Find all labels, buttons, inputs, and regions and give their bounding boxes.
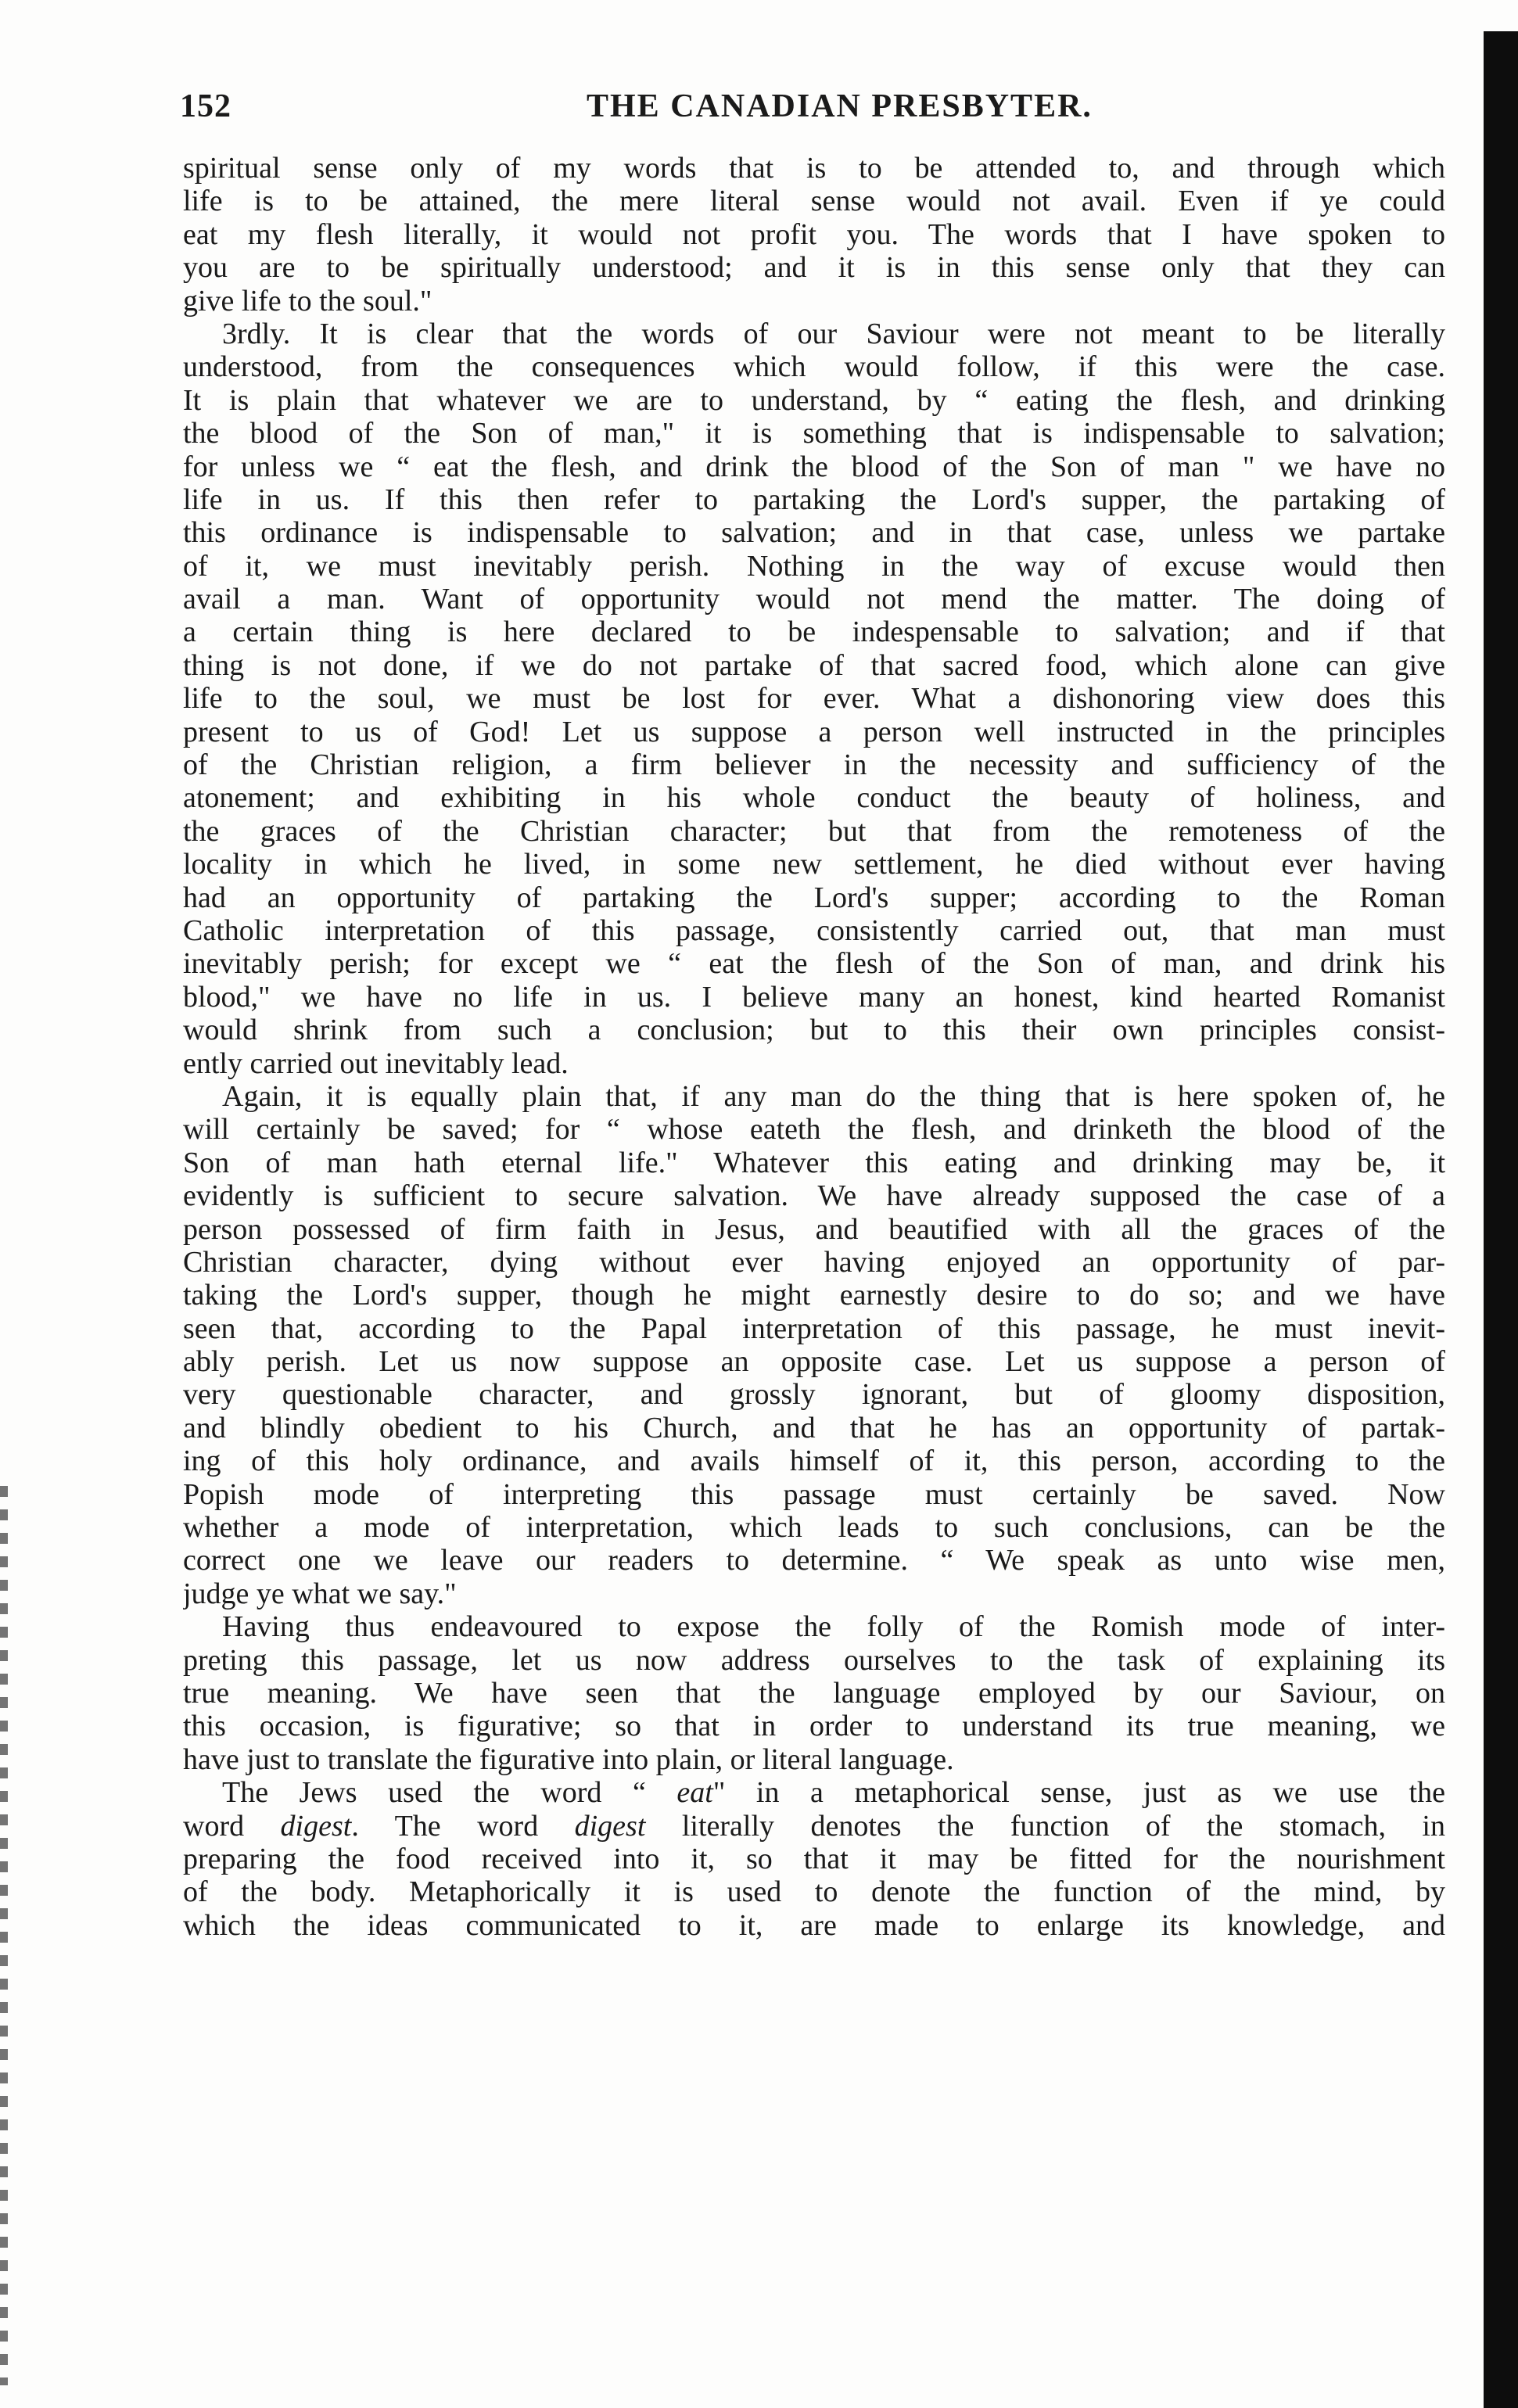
text-line: blood," we have no life in us. I believe many an honest, kind hearted Romanist bbox=[183, 980, 1445, 1014]
text-line: Christian character, dying without ever having enjoyed an opportunity of par- bbox=[183, 1245, 1445, 1279]
text-line: Son of man hath eternal life." Whatever this eating and drinking may be, it bbox=[183, 1146, 1445, 1179]
text-line: of it, we must inevitably perish. Nothing in the way of excuse would then bbox=[183, 549, 1445, 583]
text-line: inevitably perish; for except we “ eat the flesh of the Son of man, and drink his bbox=[183, 947, 1445, 981]
text-line: ently carried out inevitably lead. bbox=[183, 1046, 569, 1080]
text-line: a certain thing is here declared to be indespensable to salvation; and if that bbox=[183, 615, 1445, 649]
text-line: life in us. If this then refer to partaking the Lord's supper, the partaking of bbox=[183, 483, 1445, 516]
text-line: Catholic interpretation of this passage, consistently carried out, that man must bbox=[183, 913, 1445, 947]
text-line: eat my flesh literally, it would not profit you. The words that I have spoken to bbox=[183, 217, 1445, 251]
text-line: Again, it is equally plain that, if any man do the thing that is here spoken of, he bbox=[222, 1079, 1445, 1113]
text-line: and blindly obedient to his Church, and that he has an opportunity of partak- bbox=[183, 1411, 1445, 1444]
text-line: spiritual sense only of my words that is to be attended to, and through which bbox=[183, 152, 1445, 185]
text-line: had an opportunity of partaking the Lord's supper; according to the Roman bbox=[183, 881, 1445, 914]
text-line: very questionable character, and grossly ignorant, but of gloomy disposition, bbox=[183, 1378, 1445, 1412]
text-line: ing of this holy ordinance, and avails himself of it, this person, according to the bbox=[183, 1444, 1445, 1478]
text-line: preting this passage, let us now address ourselves to the task of explaining its bbox=[183, 1643, 1445, 1677]
page-number: 152 bbox=[180, 88, 231, 124]
left-margin-marks bbox=[0, 1486, 8, 2385]
text-line: locality in which he lived, in some new settlement, he died without ever having bbox=[183, 848, 1445, 881]
text-line: ably perish. Let us now suppose an opposite case. Let us suppose a person of bbox=[183, 1345, 1445, 1379]
text-line: have just to translate the figurative into plain, or literal language. bbox=[183, 1742, 954, 1776]
text-line: would shrink from such a conclusion; but to this their own principles consist- bbox=[183, 1014, 1445, 1047]
text-line: The Jews used the word “ eat" in a metaphorical sense, just as we use the bbox=[222, 1776, 1445, 1810]
text-line: atonement; and exhibiting in his whole conduct the beauty of holiness, and bbox=[183, 781, 1445, 815]
text-line: the blood of the Son of man," it is something that is indispensable to salvation; bbox=[183, 417, 1445, 450]
text-line: life is to be attained, the mere literal sense would not avail. Even if ye could bbox=[183, 185, 1445, 218]
text-line: Popish mode of interpreting this passage must certainly be saved. Now bbox=[183, 1477, 1445, 1511]
text-line: 3rdly. It is clear that the words of our Saviour were not meant to be literally bbox=[222, 317, 1445, 350]
text-line: It is plain that whatever we are to understand, by “ eating the flesh, and drinking bbox=[183, 383, 1445, 417]
running-head: THE CANADIAN PRESBYTER. bbox=[587, 88, 1093, 124]
text-line: for unless we “ eat the flesh, and drink the blood of the Son of man " we have no bbox=[183, 450, 1445, 483]
text-line: evidently is sufficient to secure salvation. We have already supposed the case of a bbox=[183, 1179, 1445, 1213]
text-line: judge ye what we say." bbox=[183, 1577, 457, 1610]
text-line: avail a man. Want of opportunity would not mend the matter. The doing of bbox=[183, 583, 1445, 616]
text-line: Having thus endeavoured to expose the folly of the Romish mode of inter- bbox=[222, 1610, 1445, 1644]
text-line: word digest. The word digest literally denotes the function of the stomach, in bbox=[183, 1809, 1445, 1843]
page-header bbox=[180, 88, 1447, 135]
text-line: you are to be spiritually understood; and it is in this sense only that they can bbox=[183, 251, 1445, 285]
text-line: of the body. Metaphorically it is used to denote the function of the mind, by bbox=[183, 1875, 1445, 1909]
text-line: which the ideas communicated to it, are made to enlarge its knowledge, and bbox=[183, 1908, 1445, 1942]
text-line: thing is not done, if we do not partake of that sacred food, which alone can give bbox=[183, 648, 1445, 682]
text-line: this occasion, is figurative; so that in order to understand its true meaning, we bbox=[183, 1710, 1445, 1743]
text-line: seen that, according to the Papal interpretation of this passage, he must inevit- bbox=[183, 1312, 1445, 1345]
text-line: correct one we leave our readers to determine. “ We speak as unto wise men, bbox=[183, 1544, 1445, 1577]
text-line: taking the Lord's supper, though he might earnestly desire to do so; and we have bbox=[183, 1279, 1445, 1312]
text-line: preparing the food received into it, so that it may be fitted for the nourishment bbox=[183, 1842, 1445, 1875]
text-line: present to us of God! Let us suppose a person well instructed in the principles bbox=[183, 715, 1445, 748]
article-body bbox=[183, 152, 1445, 1942]
text-line: understood, from the consequences which would follow, if this were the case. bbox=[183, 350, 1445, 384]
text-line: this ordinance is indispensable to salvation; and in that case, unless we partake bbox=[183, 516, 1445, 550]
binding-edge-shadow bbox=[1484, 31, 1518, 2408]
text-line: of the Christian religion, a firm believer in the necessity and sufficiency of the bbox=[183, 748, 1445, 782]
text-line: give life to the soul." bbox=[183, 284, 432, 318]
text-line: life to the soul, we must be lost for ever. What a dishonoring view does this bbox=[183, 682, 1445, 716]
text-line: whether a mode of interpretation, which leads to such conclusions, can be the bbox=[183, 1511, 1445, 1545]
text-line: will certainly be saved; for “ whose eateth the flesh, and drinketh the blood of the bbox=[183, 1113, 1445, 1147]
text-line: person possessed of firm faith in Jesus, and beautified with all the graces of the bbox=[183, 1212, 1445, 1246]
text-line: the graces of the Christian character; but that from the remoteness of the bbox=[183, 814, 1445, 848]
text-line: true meaning. We have seen that the language employed by our Saviour, on bbox=[183, 1676, 1445, 1710]
